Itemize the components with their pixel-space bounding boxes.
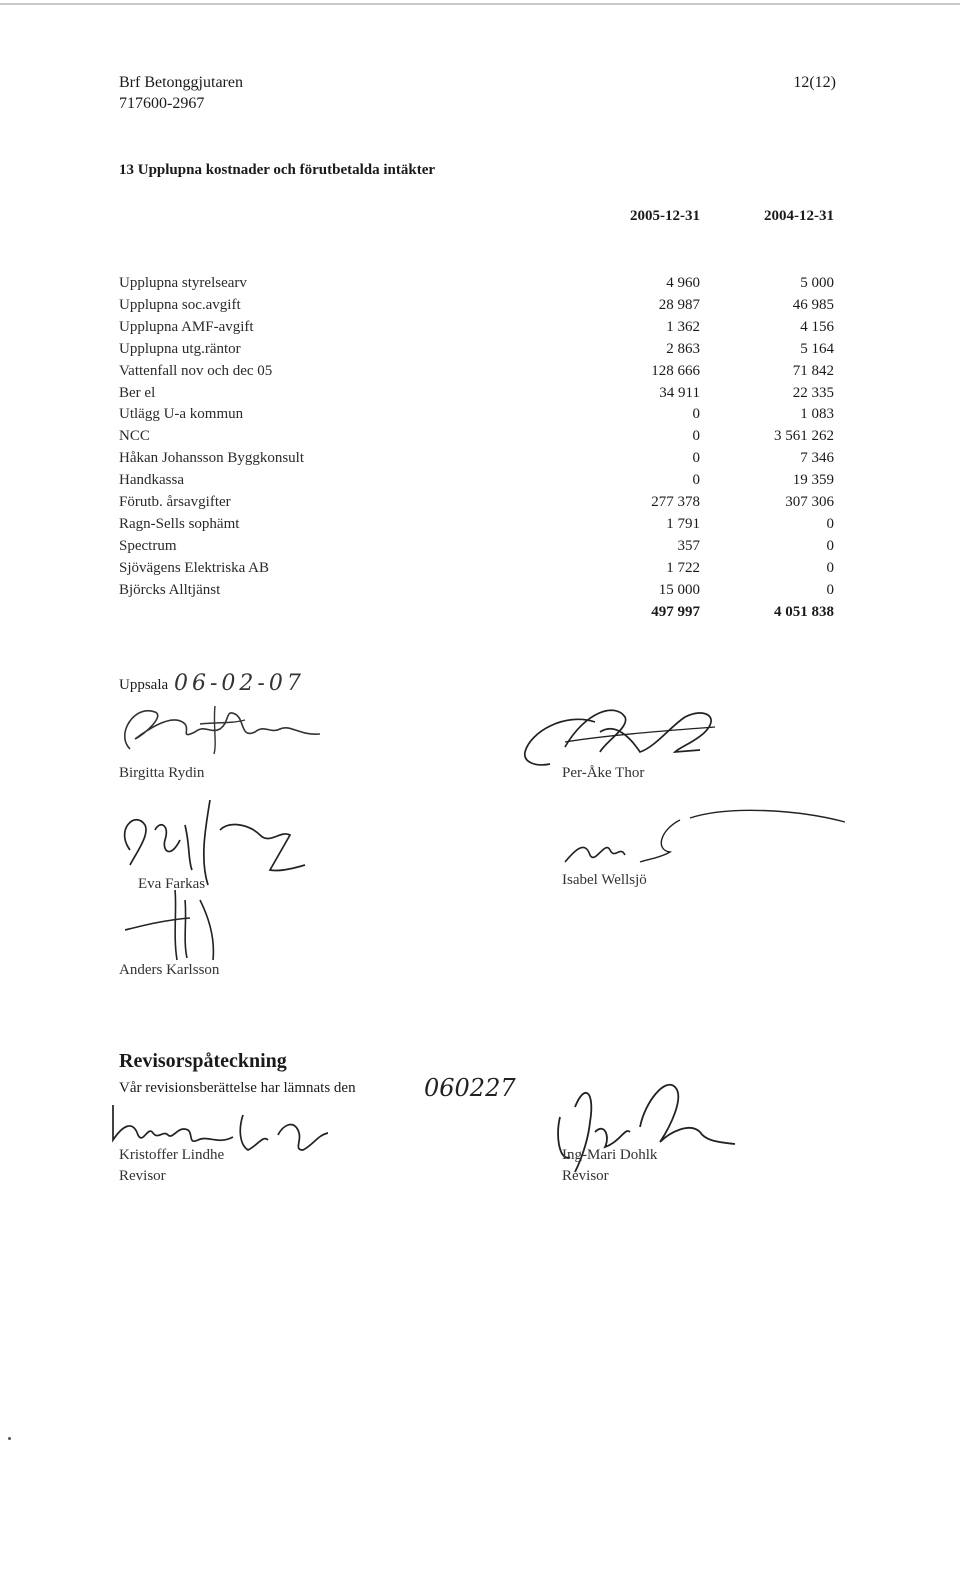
value-2004: 7 346 [800,450,834,467]
column-header-2005: 2005-12-31 [630,208,700,224]
table-row [119,492,834,514]
table-row [119,361,834,383]
table-row [119,580,834,602]
auditor-1 [119,1145,224,1187]
auditor-name-1: Kristoffer Lindhe [119,1147,225,1163]
value-2004: 5 164 [800,340,834,357]
value-2004: 0 [826,537,834,554]
audit-handwritten-date [418,1068,538,1104]
row-label: Håkan Johansson Byggkonsult [119,450,304,467]
row-label: Ber el [119,384,156,401]
value-2005: 28 987 [658,296,700,313]
signature-isabel-wellsjo [560,800,850,880]
column-header-2004: 2004-12-31 [764,208,834,224]
table-row [119,470,834,492]
row-label: NCC [119,428,150,445]
value-2004: 0 [826,581,834,598]
page-number: 12(12) [793,74,836,91]
total-row [119,602,834,624]
value-2004: 71 842 [792,362,834,379]
value-2005: 0 [692,472,700,489]
signature-anders-karlsson [115,880,255,965]
signature-birgitta-rydin [95,694,335,764]
section-title: 13 Upplupna kostnader och förutbetalda intäkter [119,162,436,178]
table-row [119,448,834,470]
signature-per-ake-thor [505,692,745,772]
table-row [119,536,834,558]
value-2005: 4 960 [666,275,700,291]
row-label: Utlägg U-a kommun [119,406,244,423]
row-label: Ragn-Sells sophämt [119,515,240,532]
table-row [119,295,834,317]
total-2005: 497 997 [651,603,700,620]
value-2005: 128 666 [651,362,700,379]
row-label: Upplupna utg.räntor [119,340,241,357]
value-2004: 3 561 262 [774,428,834,445]
value-2005: 1 722 [666,559,700,576]
value-2005: 1 791 [666,515,700,532]
auditor-role-1: Revisor [119,1168,166,1184]
handwritten-date [170,664,340,698]
value-2005: 2 863 [666,340,700,357]
value-2005: 277 378 [651,494,700,511]
row-label: Förutb. årsavgifter [119,494,231,511]
value-2004: 0 [826,515,834,532]
row-label: Handkassa [119,472,184,489]
row-label: Upplupna styrelsearv [119,275,247,291]
value-2005: 0 [692,428,700,445]
signatory-name-3: Eva Farkas [138,876,206,892]
value-2005: 1 362 [666,318,700,335]
value-2005: 357 [677,537,700,554]
value-2004: 1 083 [800,406,834,423]
value-2005: 15 000 [658,581,700,598]
signatory-name-4: Isabel Wellsjö [562,872,647,888]
value-2004: 19 359 [792,472,834,489]
svg-text:06-02-07: 06-02-07 [174,671,305,696]
org-number: 717600-2967 [119,95,205,112]
value-2005: 0 [692,450,700,467]
table-row [119,558,834,580]
table-row [119,339,834,361]
scan-speck [8,1437,11,1440]
row-label: Spectrum [119,537,177,554]
table-row [119,317,834,339]
accruals-table [119,273,834,624]
value-2004: 4 156 [800,318,834,335]
value-2004: 5 000 [800,275,834,291]
audit-title: Revisorspåteckning [119,1050,287,1072]
value-2005: 0 [692,406,700,423]
table-row [119,383,834,405]
value-2005: 34 911 [659,384,700,401]
row-label: Vattenfall nov och dec 05 [119,362,273,379]
row-label: Upplupna AMF-avgift [119,318,254,335]
signatory-name-1: Birgitta Rydin [119,765,205,781]
value-2004: 22 335 [792,384,834,401]
audit-statement: Vår revisionsberättelse har lämnats den [119,1080,356,1096]
total-2004: 4 051 838 [774,603,834,620]
signatory-name-2: Per-Åke Thor [562,765,645,781]
value-2004: 0 [826,559,834,576]
value-2004: 307 306 [785,494,834,511]
row-label: Upplupna soc.avgift [119,296,241,313]
org-header [119,72,243,114]
value-2004: 46 985 [792,296,834,313]
svg-text:060227: 060227 [424,1074,516,1102]
row-label: Sjövägens Elektriska AB [119,559,269,576]
table-row [119,273,834,295]
row-label: Björcks Alltjänst [119,581,221,598]
table-row [119,426,834,448]
auditor-2 [562,1145,657,1187]
scan-edge-line [0,3,960,5]
table-row [119,514,834,536]
table-row [119,404,834,426]
auditor-role-2: Revisor [562,1168,609,1184]
auditor-name-2: Ing-Mari Dohlk [562,1147,658,1163]
org-name: Brf Betonggjutaren [119,74,243,91]
signing-place: Uppsala [119,677,169,693]
signatory-name-5: Anders Karlsson [119,962,220,978]
